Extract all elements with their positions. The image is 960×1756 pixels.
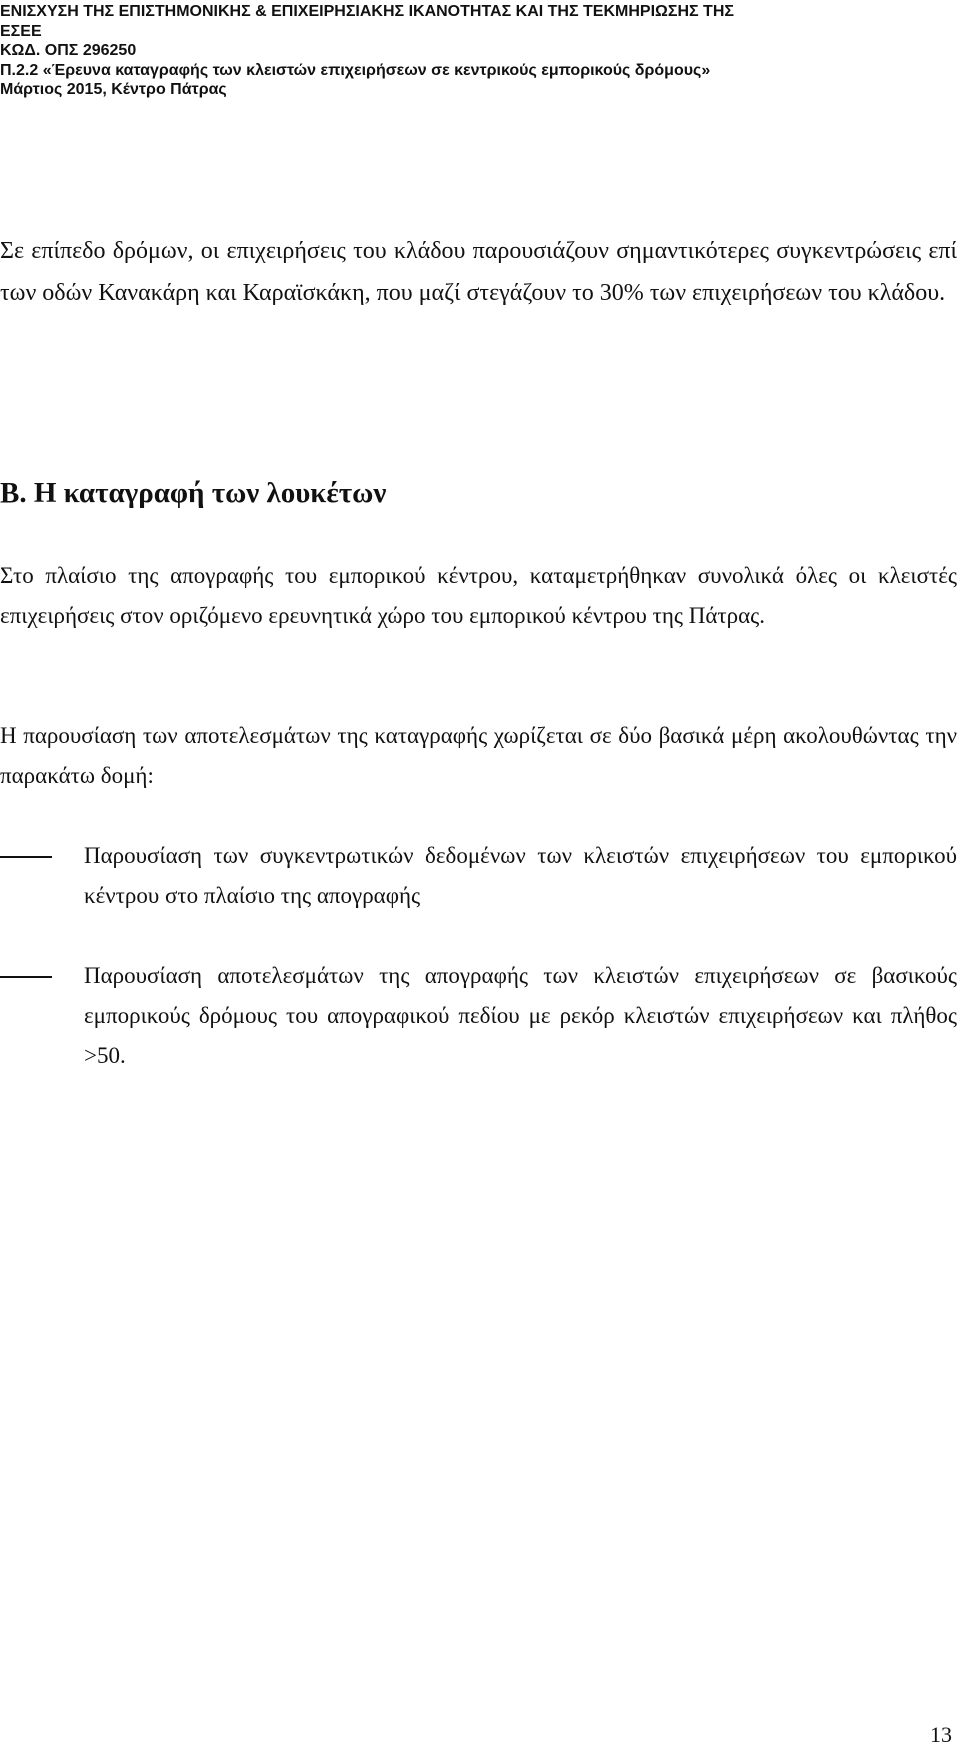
header-line-date: Μάρτιος 2015, Κέντρο Πάτρας: [0, 81, 227, 98]
page-number: 13: [930, 1722, 952, 1747]
paragraph-census-scope: Στο πλαίσιο της απογραφής του εμπορικού κέντρου, καταμετρήθηκαν συνολικά όλες οι κλειστές επιχειρήσεις στον οριζόμενο ερευνητικά χώρο του εμπορικού κέντρου της Πάτρας.: [0, 563, 957, 628]
header-line-organization: ΕΣΕΕ: [0, 22, 42, 40]
dash-bullet-icon: [0, 856, 52, 858]
section-heading: Β. Η καταγραφή των λουκέτων: [0, 477, 387, 509]
dash-bullet-icon: [0, 976, 52, 978]
list-item-text: Παρουσίαση των συγκεντρωτικών δεδομένων των κλειστών επιχειρήσεων του εμπορικού κέντρου στο πλαίσιο της απογραφής: [84, 843, 957, 908]
paragraph-results-structure: Η παρουσίαση των αποτελεσμάτων της καταγραφής χωρίζεται σε δύο βασικά μέρη ακολουθώντας την παρακάτω δομή:: [0, 723, 957, 788]
header-line-code: ΚΩΔ. ΟΠΣ 296250: [0, 42, 137, 59]
header-line-program: ΕΝΙΣΧΥΣΗ ΤΗΣ ΕΠΙΣΤΗΜΟΝΙΚΗΣ & ΕΠΙΧΕΙΡΗΣΙΑΚΗΣ ΙΚΑΝΟΤΗΤΑΣ ΚΑΙ ΤΗΣ ΤΕΚΜΗΡΙΩΣΗΣ ΤΗΣ: [0, 3, 734, 20]
list-item: [0, 836, 957, 916]
paragraph-street-concentration: Σε επίπεδο δρόμων, οι επιχειρήσεις του κλάδου παρουσιάζουν σημαντικότερες συγκεντρώσεις επί των οδών Κανακάρη και Καραϊσκάκη, που μαζί στεγάζουν το 30% των επιχειρήσεων του κλάδου.: [0, 238, 957, 306]
list-item-text: Παρουσίαση αποτελεσμάτων της απογραφής των κλειστών επιχειρήσεων σε βασικούς εμπορικούς δρόμους του απογραφικού πεδίου με ρεκόρ κλειστών επιχειρήσεων και πλήθος >50.: [84, 963, 957, 1068]
bullet-list-first: [0, 836, 957, 916]
header-line-deliverable: Π.2.2 «Έρευνα καταγραφής των κλειστών επιχειρήσεων σε κεντρικούς εμπορικούς δρόμους»: [0, 61, 711, 79]
list-item: [0, 956, 957, 1076]
bullet-list-second: [0, 956, 957, 1076]
document-header: [0, 2, 950, 100]
